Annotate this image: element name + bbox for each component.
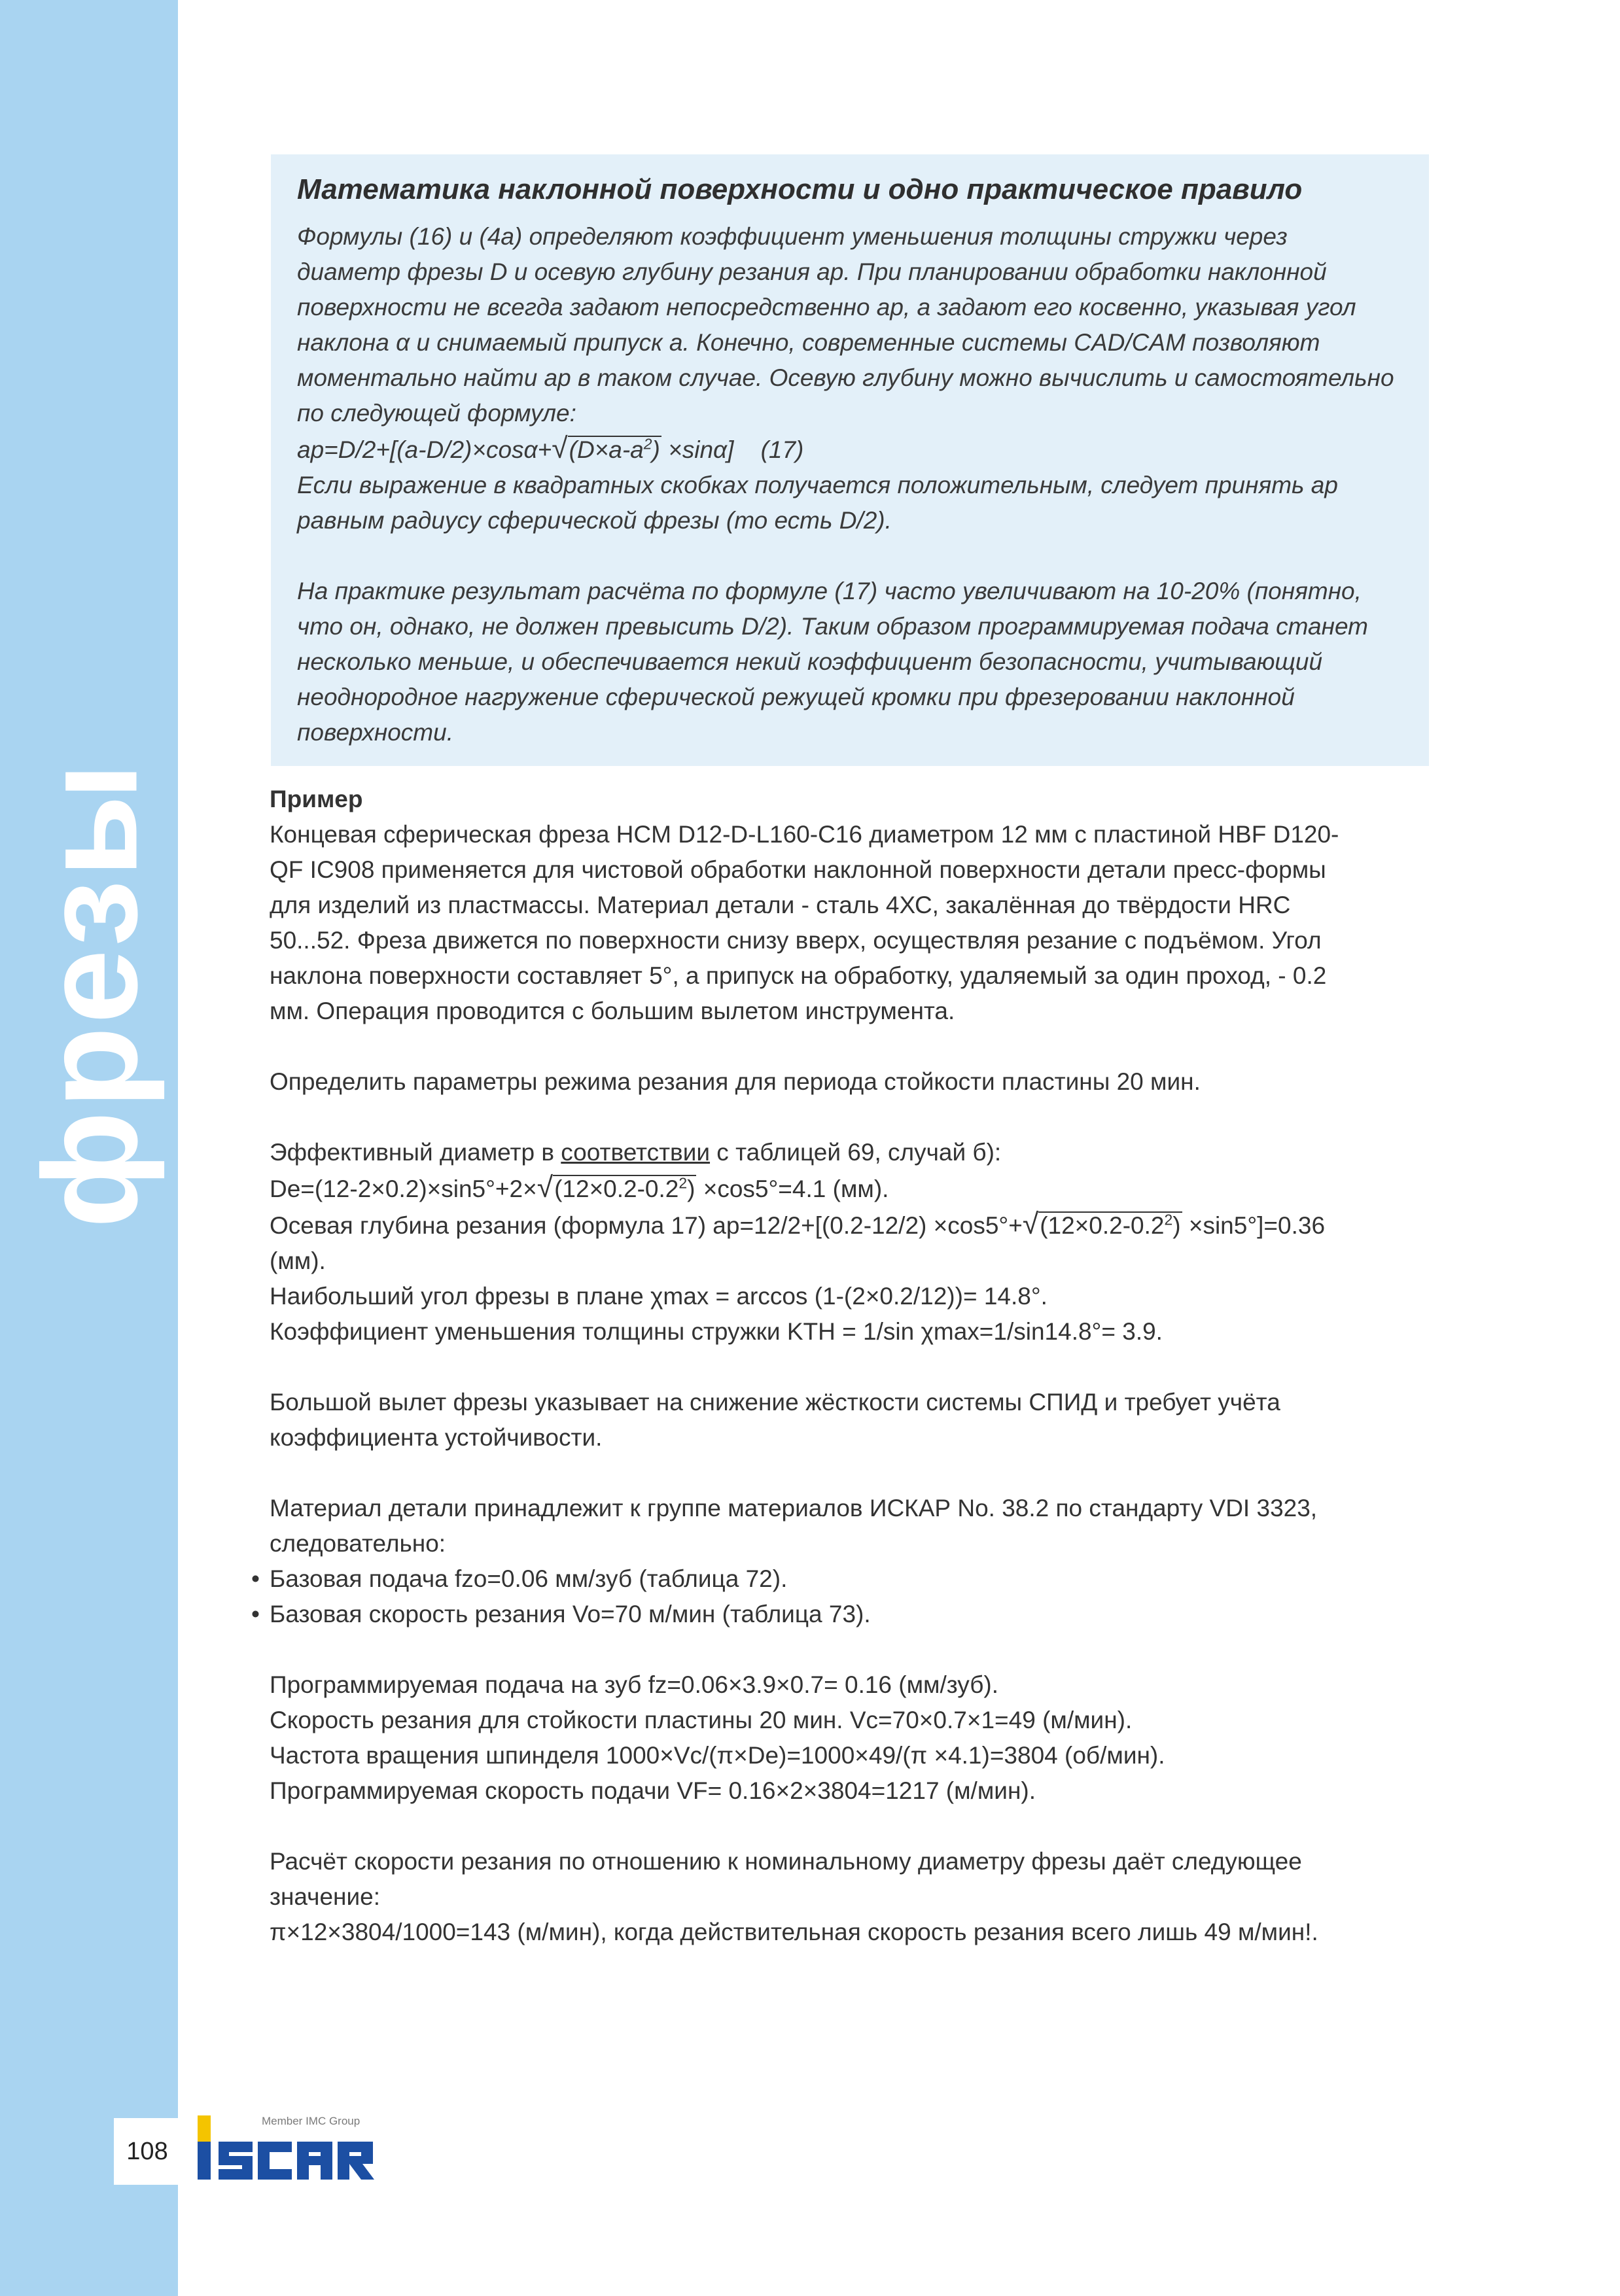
bullet-item: • Базовая подача fzo=0.06 мм/зуб (таблица 72). bbox=[270, 1561, 1441, 1597]
body-line: для изделий из пластмассы. Материал детали - сталь 4ХС, закалённая до твёрдости HRC bbox=[270, 892, 1291, 918]
bullet-icon: • bbox=[251, 1565, 260, 1592]
bullet-item: • Базовая скорость резания Vo=70 м/мин (таблица 73). bbox=[270, 1597, 1441, 1632]
sidebar-line: неоднородное нагружение сферической режущей кромки при фрезеровании наклонной bbox=[297, 684, 1295, 710]
effective-diameter-line: Эффективный диаметр в соответствии с таблицей 69, случай б): bbox=[270, 1139, 1002, 1166]
info-sidebar-box bbox=[271, 154, 1429, 766]
body-line: Расчёт скорости резания по отношению к номинальному диаметру фрезы даёт следующее bbox=[270, 1848, 1302, 1875]
calc-line: Программируемая подача на зуб fz=0.06×3.9×0.7= 0.16 (мм/зуб). bbox=[270, 1671, 999, 1698]
iscar-logo bbox=[190, 2112, 406, 2190]
body-line: Большой вылет фрезы указывает на снижение жёсткости системы СПИД и требует учёта bbox=[270, 1389, 1280, 1416]
task-line: Определить параметры режима резания для периода стойкости пластины 20 мин. bbox=[270, 1068, 1201, 1095]
body-line: QF IC908 применяется для чистовой обработки наклонной поверхности детали пресс-формы bbox=[270, 856, 1326, 883]
example-heading: Пример bbox=[270, 786, 363, 812]
sidebar-line: диаметр фрезы D и осевую глубину резания ap. При планировании обработки наклонной bbox=[297, 258, 1327, 285]
example-section bbox=[251, 782, 1441, 1950]
page-number: 108 bbox=[114, 2118, 181, 2185]
sidebar-line: равным радиусу сферической фрезы (то есть D/2). bbox=[297, 507, 892, 534]
formula-ref: (17) bbox=[760, 436, 804, 463]
kth-line: Коэффициент уменьшения толщины стружки KTH = 1/sin χmax=1/sin14.8°= 3.9. bbox=[270, 1318, 1163, 1345]
calc-line: Программируемая скорость подачи VF= 0.16×2×3804=1217 (м/мин). bbox=[270, 1777, 1036, 1804]
radical: $(D\times a-a^2)$ bbox=[569, 435, 660, 463]
calc-line: Скорость резания для стойкости пластины 20 мин. Vc=70×0.7×1=49 (м/мин). bbox=[270, 1707, 1133, 1733]
body-line: Концевая сферическая фреза HCM D12-D-L160-C16 диаметром 12 мм с пластиной HBF D120- bbox=[270, 821, 1339, 848]
sidebar-line: что он, однако, не должен превысить D/2). Таким образом программируемая подача станет bbox=[297, 613, 1368, 640]
sidebar-line: поверхности не всегда задают непосредственно ap, а задают его косвенно, указывая угол bbox=[297, 294, 1356, 321]
logo-tagline: Member IMC Group bbox=[262, 2115, 361, 2127]
chi-line: Наибольший угол фрезы в плане χmax = arccos (1-(2×0.2/12))= 14.8°. bbox=[270, 1283, 1048, 1310]
body-line: (мм). bbox=[270, 1247, 326, 1274]
body-line: 50...52. Фреза движется по поверхности снизу вверх, осуществляя резание с подъёмом. Угол bbox=[270, 927, 1322, 954]
body-line: Материал детали принадлежит к группе материалов ИСКАР No. 38.2 по стандарту VDI 3323, bbox=[270, 1495, 1318, 1522]
de-formula: $De=(12-2\times 0.2)\times\sin 5^\circ+2\times√(12\times 0.2-0.2^2) \times\cos 5^\circ=4.1$ (мм). bbox=[270, 1172, 889, 1204]
bullet-icon: • bbox=[251, 1601, 260, 1627]
section-side-title: фрезы bbox=[15, 760, 166, 1228]
sidebar-title: Математика наклонной поверхности и одно практическое правило bbox=[297, 173, 1303, 205]
radical: $(12\times 0.2-0.2^2)$ bbox=[1040, 1211, 1181, 1239]
sidebar-line: Формулы (16) и (4а) определяют коэффициент уменьшения толщины стружки через bbox=[297, 223, 1288, 250]
sidebar-line: по следующей формуле: bbox=[297, 400, 576, 426]
sidebar-line: несколько меньше, и обеспечивается некий коэффициент безопасности, учитывающий bbox=[297, 648, 1323, 675]
body-line: следовательно: bbox=[270, 1530, 446, 1557]
body-line: мм. Операция проводится с большим вылетом инструмента. bbox=[270, 998, 955, 1024]
sidebar-line: На практике результат расчёта по формуле (17) часто увеличивают на 10-20% (понятно, bbox=[297, 578, 1362, 604]
calc-line: Частота вращения шпинделя 1000×Vc/(π×De)=1000×49/(π ×4.1)=3804 (об/мин). bbox=[270, 1742, 1165, 1769]
body-line: коэффициента устойчивости. bbox=[270, 1424, 603, 1451]
body-line: π×12×3804/1000=143 (м/мин), когда действительная скорость резания всего лишь 49 м/мин!. bbox=[270, 1919, 1318, 1945]
sidebar-line: поверхности. bbox=[297, 719, 453, 746]
formula-17: $ap=D/2+[(a-D/2)\times\cos\alpha+√(D\times a-a^2) \times\sin\alpha]$ (17) bbox=[297, 432, 804, 464]
sidebar-line: Если выражение в квадратных скобках получается положительным, следует принять ap bbox=[297, 472, 1338, 498]
sidebar-line: наклона α и снимаемый припуск a. Конечно, современные системы CAD/CAM позволяют bbox=[297, 329, 1320, 356]
sidebar-line: моментально найти ap в таком случае. Осевую глубину можно вычислить и самостоятельно bbox=[297, 364, 1394, 391]
body-line: значение: bbox=[270, 1883, 380, 1910]
logo-accent bbox=[198, 2115, 211, 2142]
body-line: наклона поверхности составляет 5°, а припуск на обработку, удаляемый за один проход, - 0.2 bbox=[270, 962, 1327, 989]
ap-formula: Осевая глубина резания (формула 17) $ap=12/2+[(0.2-12/2) \times\cos 5^\circ+√(12\times 0.2-0.2^2) \times\sin 5^\circ]=0.36$ bbox=[270, 1208, 1326, 1240]
radical: $(12\times 0.2-0.2^2)$ bbox=[554, 1174, 696, 1202]
